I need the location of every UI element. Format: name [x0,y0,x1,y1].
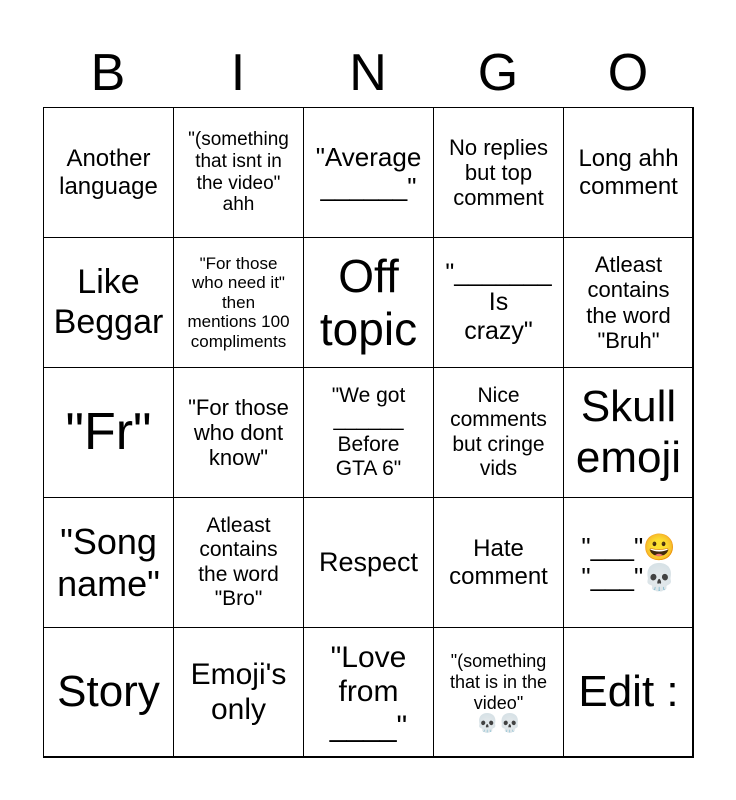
bingo-cell[interactable]: Like Beggar [43,237,174,368]
bingo-cell[interactable]: Emoji's only [173,627,304,758]
header-letter-g: G [477,44,519,102]
bingo-header [43,38,693,108]
bingo-cell[interactable]: Long ahh comment [563,107,694,238]
bingo-cell[interactable]: "We got ______ Before GTA 6" [303,367,434,498]
bingo-cell[interactable]: Another language [43,107,174,238]
header-letter-n: N [349,44,387,102]
bingo-cell[interactable]: Off topic [303,237,434,368]
bingo-cell[interactable]: "_______ Is crazy" [433,237,564,368]
bingo-cell[interactable]: Nice comments but cringe vids [433,367,564,498]
bingo-cell[interactable]: "Fr" [43,367,174,498]
bingo-cell[interactable]: "Love from ____" [303,627,434,758]
bingo-cell[interactable]: Story [43,627,174,758]
header-letter-o: O [607,44,649,102]
header-letter-b: B [90,44,126,102]
bingo-grid [43,107,693,757]
bingo-cell[interactable]: "(something that is in the video" 💀💀 [433,627,564,758]
bingo-cell[interactable]: "For those who need it" then mentions 100 compliments [173,237,304,368]
bingo-cell[interactable]: No replies but top comment [433,107,564,238]
bingo-cell[interactable]: "Average ______" [303,107,434,238]
bingo-cell[interactable]: Skull emoji [563,367,694,498]
bingo-cell[interactable]: "(something that isnt in the video" ahh [173,107,304,238]
bingo-cell[interactable]: "___"😀 "___"💀 [563,497,694,628]
bingo-cell[interactable]: Edit : [563,627,694,758]
header-letter-i: I [230,44,246,102]
bingo-cell[interactable]: Hate comment [433,497,564,628]
bingo-cell[interactable]: "Song name" [43,497,174,628]
bingo-cell[interactable]: Atleast contains the word "Bruh" [563,237,694,368]
bingo-cell[interactable]: "For those who dont know" [173,367,304,498]
bingo-cell[interactable]: Respect [303,497,434,628]
bingo-cell[interactable]: Atleast contains the word "Bro" [173,497,304,628]
